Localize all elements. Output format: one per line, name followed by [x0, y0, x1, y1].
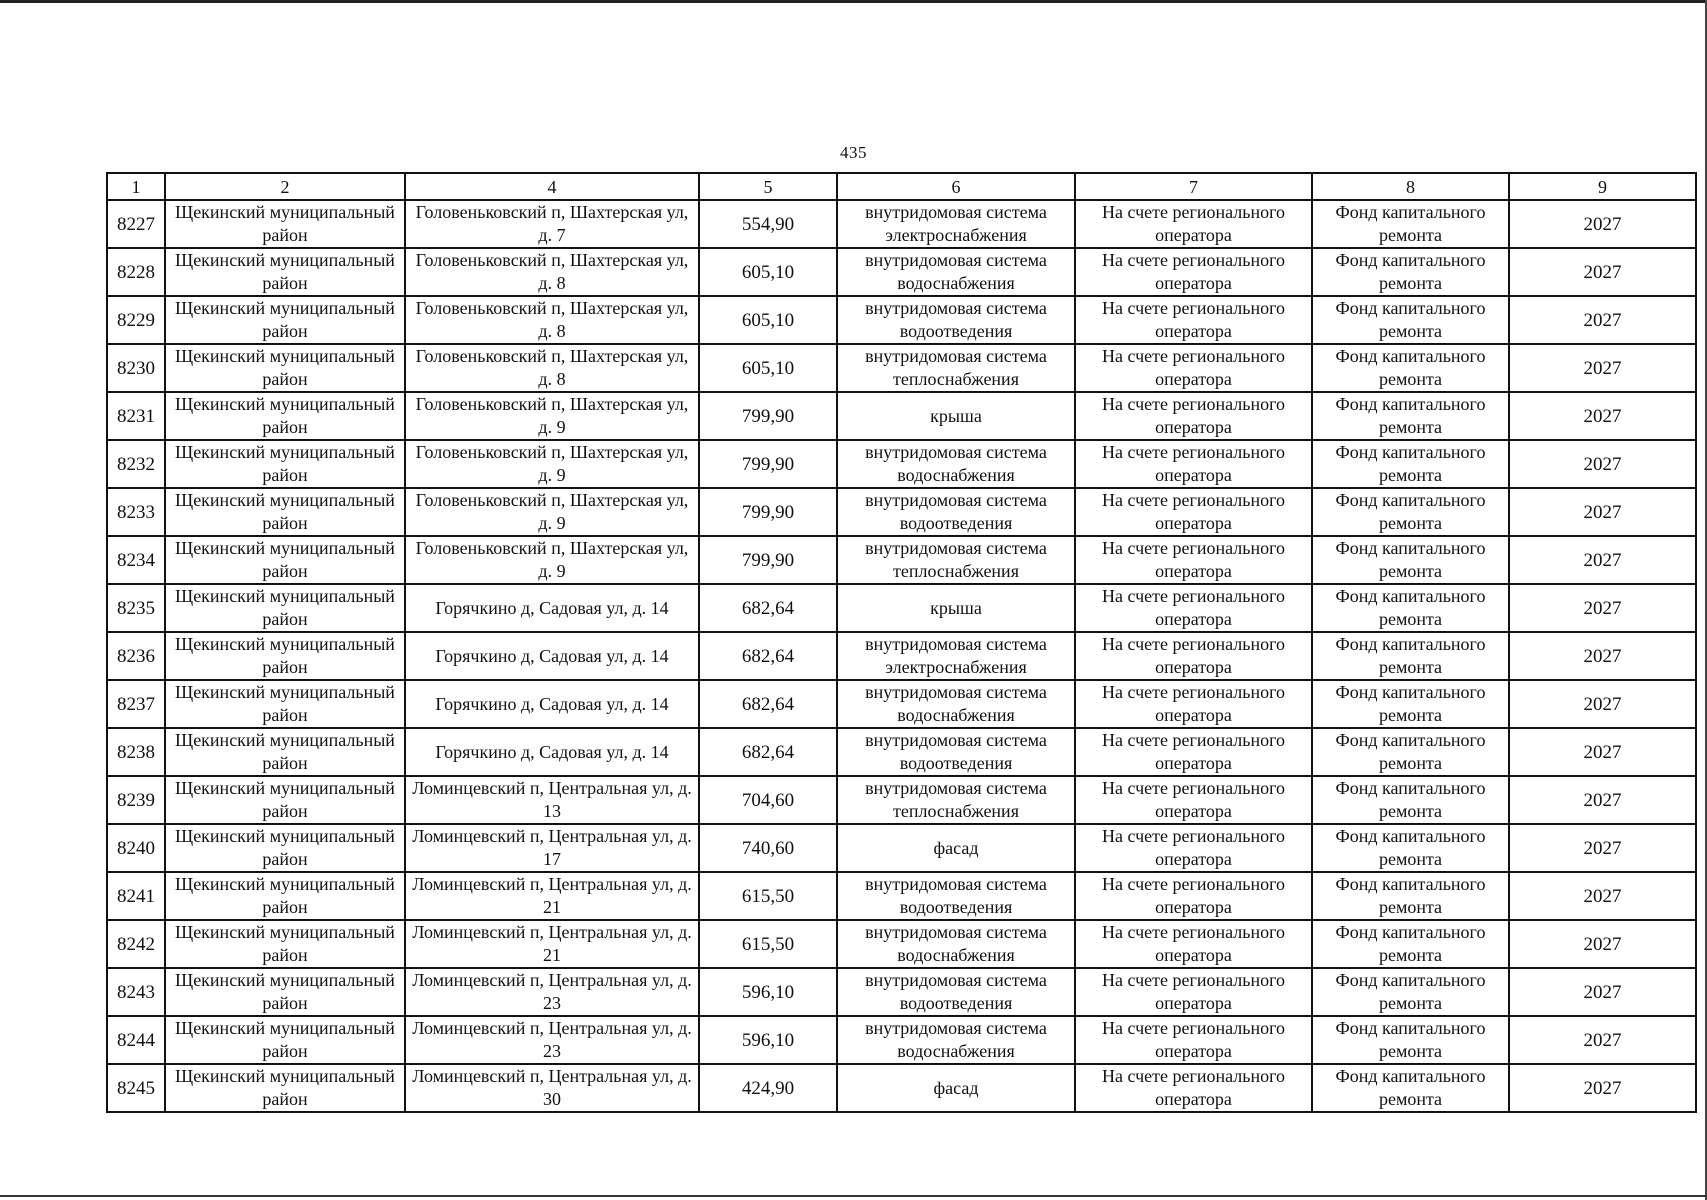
- row-number-cell: 8232: [107, 440, 165, 488]
- table-row: [107, 344, 1696, 392]
- table-row: [107, 488, 1696, 536]
- header-cell: 6: [837, 173, 1075, 200]
- repair-type-cell: внутридомовая система водоотведения: [837, 872, 1075, 920]
- row-number-cell: 8230: [107, 344, 165, 392]
- row-number-cell: 8235: [107, 584, 165, 632]
- table-row: [107, 1064, 1696, 1112]
- row-number-cell: 8243: [107, 968, 165, 1016]
- address-cell: Головеньковский п, Шахтерская ул, д. 9: [405, 392, 699, 440]
- table-row: [107, 776, 1696, 824]
- address-cell: Горячкино д, Садовая ул, д. 14: [405, 632, 699, 680]
- year-cell: 2027: [1509, 920, 1696, 968]
- cost-cell: 799,90: [699, 440, 837, 488]
- repair-type-cell: внутридомовая система водоснабжения: [837, 440, 1075, 488]
- year-cell: 2027: [1509, 824, 1696, 872]
- account-cell: На счете регионального оператора: [1075, 920, 1312, 968]
- district-cell: Щекинский муниципальный район: [165, 344, 405, 392]
- cost-cell: 596,10: [699, 968, 837, 1016]
- district-cell: Щекинский муниципальный район: [165, 296, 405, 344]
- district-cell: Щекинский муниципальный район: [165, 200, 405, 248]
- cost-cell: 615,50: [699, 920, 837, 968]
- district-cell: Щекинский муниципальный район: [165, 536, 405, 584]
- header-cell: 5: [699, 173, 837, 200]
- table-row: [107, 440, 1696, 488]
- account-cell: На счете регионального оператора: [1075, 824, 1312, 872]
- table-row: [107, 296, 1696, 344]
- cost-cell: 799,90: [699, 392, 837, 440]
- district-cell: Щекинский муниципальный район: [165, 392, 405, 440]
- address-cell: Головеньковский п, Шахтерская ул, д. 8: [405, 344, 699, 392]
- account-cell: На счете регионального оператора: [1075, 392, 1312, 440]
- account-cell: На счете регионального оператора: [1075, 632, 1312, 680]
- year-cell: 2027: [1509, 1016, 1696, 1064]
- district-cell: Щекинский муниципальный район: [165, 1016, 405, 1064]
- repair-type-cell: внутридомовая система водоснабжения: [837, 680, 1075, 728]
- address-cell: Ломинцевский п, Центральная ул, д. 30: [405, 1064, 699, 1112]
- scan-edge-bottom: [0, 1195, 1707, 1197]
- account-cell: На счете регионального оператора: [1075, 1064, 1312, 1112]
- account-cell: На счете регионального оператора: [1075, 536, 1312, 584]
- district-cell: Щекинский муниципальный район: [165, 728, 405, 776]
- table-row: [107, 632, 1696, 680]
- year-cell: 2027: [1509, 968, 1696, 1016]
- row-number-cell: 8231: [107, 392, 165, 440]
- address-cell: Ломинцевский п, Центральная ул, д. 23: [405, 1016, 699, 1064]
- year-cell: 2027: [1509, 728, 1696, 776]
- header-cell: 1: [107, 173, 165, 200]
- year-cell: 2027: [1509, 488, 1696, 536]
- cost-cell: 682,64: [699, 680, 837, 728]
- cost-cell: 740,60: [699, 824, 837, 872]
- repair-type-cell: крыша: [837, 392, 1075, 440]
- cost-cell: 605,10: [699, 344, 837, 392]
- header-cell: 8: [1312, 173, 1509, 200]
- scan-edge-top: [0, 0, 1707, 3]
- header-cell: 9: [1509, 173, 1696, 200]
- fund-cell: Фонд капитального ремонта: [1312, 440, 1509, 488]
- header-cell: 2: [165, 173, 405, 200]
- account-cell: На счете регионального оператора: [1075, 488, 1312, 536]
- table-row: [107, 968, 1696, 1016]
- year-cell: 2027: [1509, 344, 1696, 392]
- table-row: [107, 1016, 1696, 1064]
- year-cell: 2027: [1509, 248, 1696, 296]
- table-row: [107, 248, 1696, 296]
- row-number-cell: 8238: [107, 728, 165, 776]
- cost-cell: 615,50: [699, 872, 837, 920]
- account-cell: На счете регионального оператора: [1075, 728, 1312, 776]
- cost-cell: 682,64: [699, 728, 837, 776]
- year-cell: 2027: [1509, 440, 1696, 488]
- district-cell: Щекинский муниципальный район: [165, 632, 405, 680]
- account-cell: На счете регионального оператора: [1075, 200, 1312, 248]
- year-cell: 2027: [1509, 536, 1696, 584]
- district-cell: Щекинский муниципальный район: [165, 488, 405, 536]
- account-cell: На счете регионального оператора: [1075, 872, 1312, 920]
- fund-cell: Фонд капитального ремонта: [1312, 968, 1509, 1016]
- address-cell: Головеньковский п, Шахтерская ул, д. 9: [405, 488, 699, 536]
- fund-cell: Фонд капитального ремонта: [1312, 248, 1509, 296]
- account-cell: На счете регионального оператора: [1075, 680, 1312, 728]
- cost-cell: 682,64: [699, 584, 837, 632]
- table-row: [107, 536, 1696, 584]
- fund-cell: Фонд капитального ремонта: [1312, 1064, 1509, 1112]
- address-cell: Ломинцевский п, Центральная ул, д. 13: [405, 776, 699, 824]
- header-cell: 7: [1075, 173, 1312, 200]
- address-cell: Ломинцевский п, Центральная ул, д. 17: [405, 824, 699, 872]
- account-cell: На счете регионального оператора: [1075, 584, 1312, 632]
- year-cell: 2027: [1509, 872, 1696, 920]
- fund-cell: Фонд капитального ремонта: [1312, 632, 1509, 680]
- row-number-cell: 8242: [107, 920, 165, 968]
- capital-repair-table: [106, 172, 1697, 1113]
- district-cell: Щекинский муниципальный район: [165, 824, 405, 872]
- cost-cell: 799,90: [699, 536, 837, 584]
- cost-cell: 554,90: [699, 200, 837, 248]
- fund-cell: Фонд капитального ремонта: [1312, 920, 1509, 968]
- fund-cell: Фонд капитального ремонта: [1312, 872, 1509, 920]
- address-cell: Ломинцевский п, Центральная ул, д. 21: [405, 872, 699, 920]
- fund-cell: Фонд капитального ремонта: [1312, 488, 1509, 536]
- repair-type-cell: внутридомовая система водоснабжения: [837, 248, 1075, 296]
- cost-cell: 596,10: [699, 1016, 837, 1064]
- address-cell: Горячкино д, Садовая ул, д. 14: [405, 584, 699, 632]
- table-row: [107, 584, 1696, 632]
- district-cell: Щекинский муниципальный район: [165, 584, 405, 632]
- year-cell: 2027: [1509, 632, 1696, 680]
- cost-cell: 424,90: [699, 1064, 837, 1112]
- repair-type-cell: крыша: [837, 584, 1075, 632]
- address-cell: Головеньковский п, Шахтерская ул, д. 8: [405, 296, 699, 344]
- district-cell: Щекинский муниципальный район: [165, 968, 405, 1016]
- address-cell: Горячкино д, Садовая ул, д. 14: [405, 728, 699, 776]
- row-number-cell: 8239: [107, 776, 165, 824]
- year-cell: 2027: [1509, 1064, 1696, 1112]
- account-cell: На счете регионального оператора: [1075, 296, 1312, 344]
- repair-type-cell: внутридомовая система электроснабжения: [837, 632, 1075, 680]
- address-cell: Головеньковский п, Шахтерская ул, д. 8: [405, 248, 699, 296]
- fund-cell: Фонд капитального ремонта: [1312, 200, 1509, 248]
- year-cell: 2027: [1509, 680, 1696, 728]
- fund-cell: Фонд капитального ремонта: [1312, 824, 1509, 872]
- district-cell: Щекинский муниципальный район: [165, 440, 405, 488]
- address-cell: Головеньковский п, Шахтерская ул, д. 7: [405, 200, 699, 248]
- address-cell: Головеньковский п, Шахтерская ул, д. 9: [405, 440, 699, 488]
- district-cell: Щекинский муниципальный район: [165, 920, 405, 968]
- table-row: [107, 200, 1696, 248]
- fund-cell: Фонд капитального ремонта: [1312, 584, 1509, 632]
- repair-type-cell: фасад: [837, 824, 1075, 872]
- repair-type-cell: внутридомовая система теплоснабжения: [837, 344, 1075, 392]
- year-cell: 2027: [1509, 776, 1696, 824]
- fund-cell: Фонд капитального ремонта: [1312, 776, 1509, 824]
- cost-cell: 704,60: [699, 776, 837, 824]
- cost-cell: 605,10: [699, 248, 837, 296]
- row-number-cell: 8245: [107, 1064, 165, 1112]
- row-number-cell: 8227: [107, 200, 165, 248]
- year-cell: 2027: [1509, 200, 1696, 248]
- account-cell: На счете регионального оператора: [1075, 440, 1312, 488]
- table-row: [107, 728, 1696, 776]
- cost-cell: 605,10: [699, 296, 837, 344]
- repair-type-cell: внутридомовая система теплоснабжения: [837, 776, 1075, 824]
- district-cell: Щекинский муниципальный район: [165, 1064, 405, 1112]
- account-cell: На счете регионального оператора: [1075, 344, 1312, 392]
- table-body: [107, 200, 1696, 1112]
- repair-type-cell: внутридомовая система водоснабжения: [837, 920, 1075, 968]
- cost-cell: 799,90: [699, 488, 837, 536]
- address-cell: Ломинцевский п, Центральная ул, д. 21: [405, 920, 699, 968]
- table-row: [107, 824, 1696, 872]
- cost-cell: 682,64: [699, 632, 837, 680]
- district-cell: Щекинский муниципальный район: [165, 776, 405, 824]
- row-number-cell: 8233: [107, 488, 165, 536]
- table-row: [107, 680, 1696, 728]
- repair-type-cell: внутридомовая система водоотведения: [837, 968, 1075, 1016]
- row-number-cell: 8237: [107, 680, 165, 728]
- fund-cell: Фонд капитального ремонта: [1312, 344, 1509, 392]
- fund-cell: Фонд капитального ремонта: [1312, 680, 1509, 728]
- account-cell: На счете регионального оператора: [1075, 968, 1312, 1016]
- year-cell: 2027: [1509, 296, 1696, 344]
- repair-type-cell: внутридомовая система электроснабжения: [837, 200, 1075, 248]
- row-number-cell: 8234: [107, 536, 165, 584]
- account-cell: На счете регионального оператора: [1075, 248, 1312, 296]
- fund-cell: Фонд капитального ремонта: [1312, 296, 1509, 344]
- repair-type-cell: внутридомовая система водоотведения: [837, 728, 1075, 776]
- account-cell: На счете регионального оператора: [1075, 1016, 1312, 1064]
- repair-type-cell: внутридомовая система водоотведения: [837, 488, 1075, 536]
- row-number-cell: 8229: [107, 296, 165, 344]
- fund-cell: Фонд капитального ремонта: [1312, 1016, 1509, 1064]
- table-row: [107, 872, 1696, 920]
- year-cell: 2027: [1509, 584, 1696, 632]
- repair-type-cell: внутридомовая система теплоснабжения: [837, 536, 1075, 584]
- row-number-cell: 8236: [107, 632, 165, 680]
- district-cell: Щекинский муниципальный район: [165, 872, 405, 920]
- account-cell: На счете регионального оператора: [1075, 776, 1312, 824]
- fund-cell: Фонд капитального ремонта: [1312, 392, 1509, 440]
- fund-cell: Фонд капитального ремонта: [1312, 536, 1509, 584]
- table-row: [107, 392, 1696, 440]
- row-number-cell: 8240: [107, 824, 165, 872]
- repair-type-cell: внутридомовая система водоотведения: [837, 296, 1075, 344]
- row-number-cell: 8241: [107, 872, 165, 920]
- repair-type-cell: фасад: [837, 1064, 1075, 1112]
- district-cell: Щекинский муниципальный район: [165, 248, 405, 296]
- header-row: [107, 173, 1696, 200]
- row-number-cell: 8228: [107, 248, 165, 296]
- address-cell: Горячкино д, Садовая ул, д. 14: [405, 680, 699, 728]
- repair-type-cell: внутридомовая система водоснабжения: [837, 1016, 1075, 1064]
- page-number: 435: [840, 143, 867, 162]
- table-row: [107, 920, 1696, 968]
- fund-cell: Фонд капитального ремонта: [1312, 728, 1509, 776]
- address-cell: Ломинцевский п, Центральная ул, д. 23: [405, 968, 699, 1016]
- address-cell: Головеньковский п, Шахтерская ул, д. 9: [405, 536, 699, 584]
- district-cell: Щекинский муниципальный район: [165, 680, 405, 728]
- header-cell: 4: [405, 173, 699, 200]
- year-cell: 2027: [1509, 392, 1696, 440]
- row-number-cell: 8244: [107, 1016, 165, 1064]
